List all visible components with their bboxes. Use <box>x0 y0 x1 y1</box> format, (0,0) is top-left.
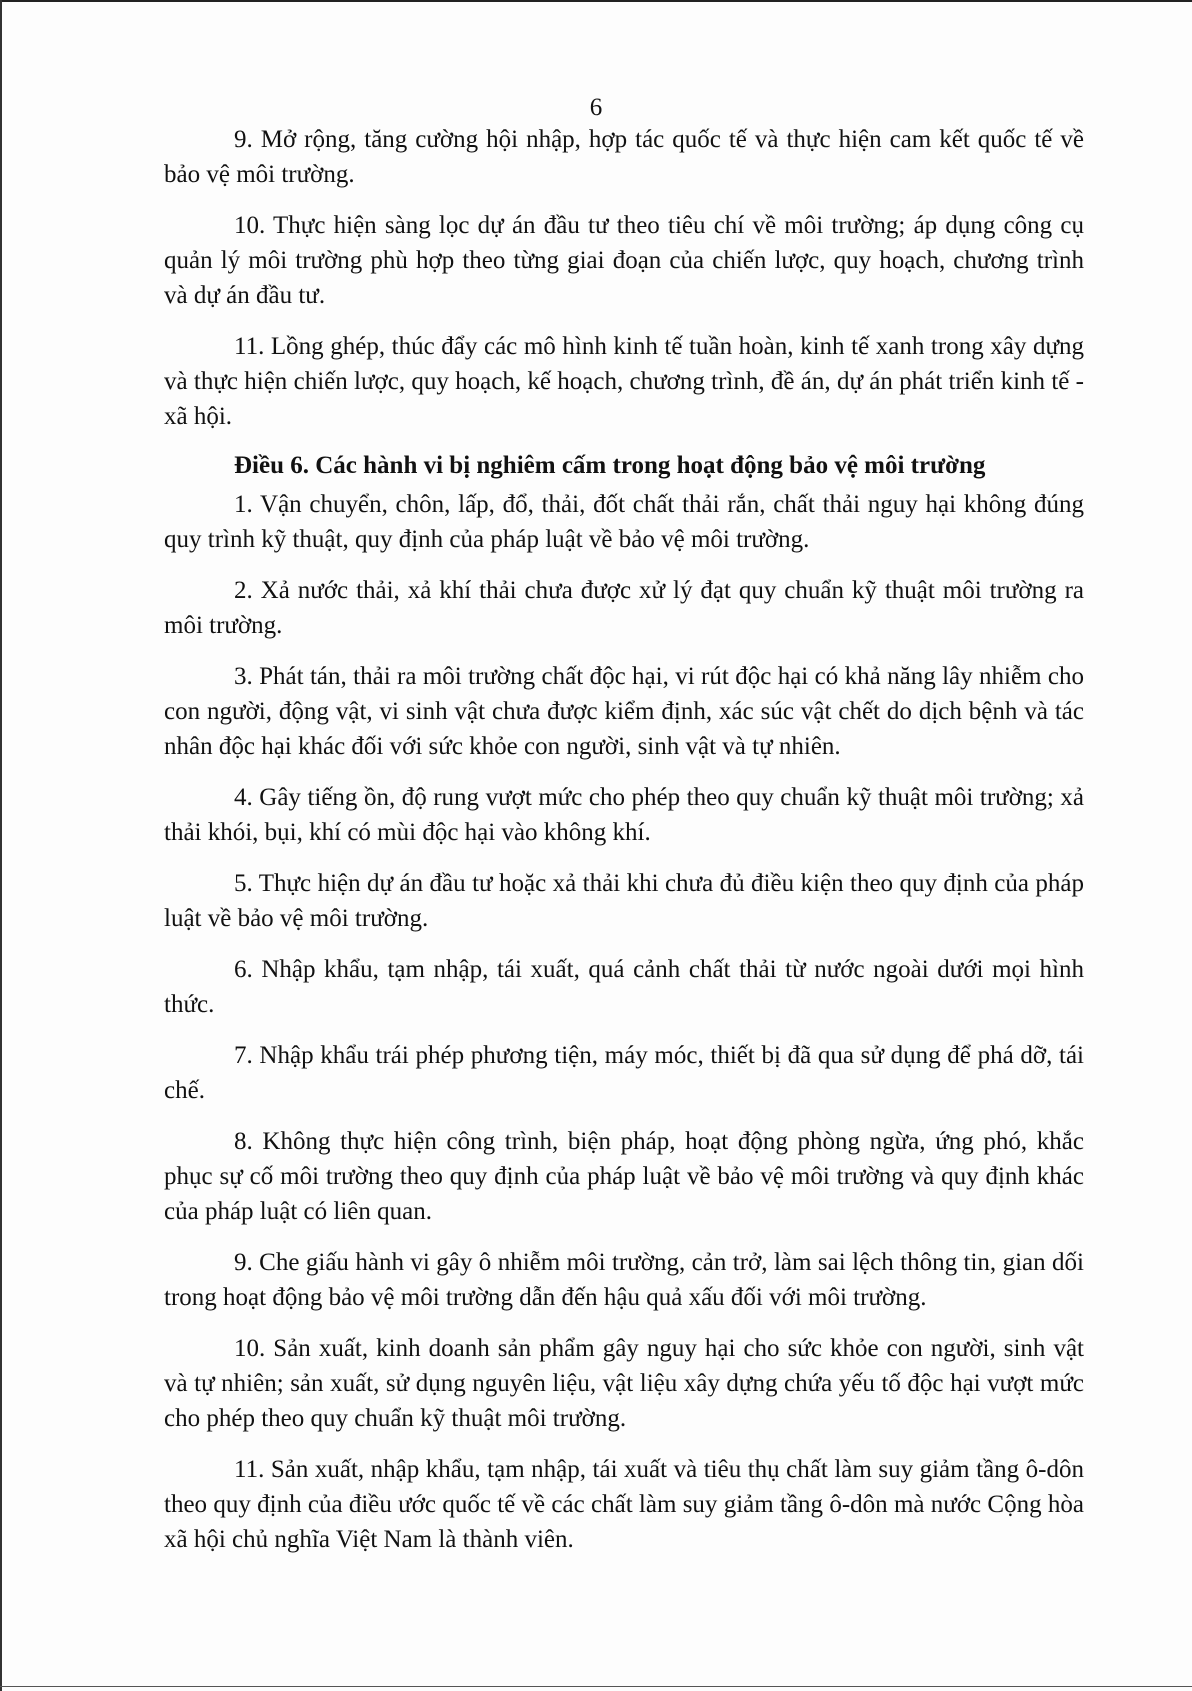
prohibited-item-10: 10. Sản xuất, kinh doanh sản phẩm gây nguy hại cho sức khỏe con người, sinh vật và tự nhiên; sản xuất, sử dụng nguyên liệu, vật liệu xây dựng chứa yếu tố độc hại vượt mức cho phép theo quy chuẩn kỹ thuật môi trường. <box>164 1335 1084 1432</box>
prohibited-item-7: 7. Nhập khẩu trái phép phương tiện, máy móc, thiết bị đã qua sử dụng để phá dỡ, tái chế. <box>164 1042 1084 1104</box>
clause-11: 11. Lồng ghép, thúc đẩy các mô hình kinh tế tuần hoàn, kinh tế xanh trong xây dựng và thực hiện chiến lược, quy hoạch, kế hoạch, chương trình, đề án, dự án phát triển kinh tế - xã hội. <box>164 333 1084 430</box>
clause-10: 10. Thực hiện sàng lọc dự án đầu tư theo tiêu chí về môi trường; áp dụng công cụ quản lý môi trường phù hợp theo từng giai đoạn của chiến lược, quy hoạch, chương trình và dự án đầu tư. <box>164 212 1084 309</box>
prohibited-item-3: 3. Phát tán, thải ra môi trường chất độc hại, vi rút độc hại có khả năng lây nhiễm cho con người, động vật, vi sinh vật chưa được kiểm định, xác súc vật chết do dịch bệnh và tác nhân độc hại khác đối với sức khỏe con người, sinh vật và tự nhiên. <box>164 663 1084 760</box>
prohibited-item-5: 5. Thực hiện dự án đầu tư hoặc xả thải khi chưa đủ điều kiện theo quy định của pháp luật về bảo vệ môi trường. <box>164 870 1084 932</box>
prohibited-item-9: 9. Che giấu hành vi gây ô nhiễm môi trường, cản trở, làm sai lệch thông tin, gian dối trong hoạt động bảo vệ môi trường dẫn đến hậu quả xấu đối với môi trường. <box>164 1249 1084 1311</box>
prohibited-item-8: 8. Không thực hiện công trình, biện pháp, hoạt động phòng ngừa, ứng phó, khắc phục sự cố môi trường theo quy định của pháp luật về bảo vệ môi trường và quy định khác của pháp luật có liên quan. <box>164 1128 1084 1225</box>
scan-border-bottom <box>0 1686 1192 1687</box>
prohibited-item-6: 6. Nhập khẩu, tạm nhập, tái xuất, quá cảnh chất thải từ nước ngoài dưới mọi hình thức. <box>164 956 1084 1018</box>
scan-border-top <box>0 0 1192 2</box>
prohibited-item-11: 11. Sản xuất, nhập khẩu, tạm nhập, tái xuất và tiêu thụ chất làm suy giảm tầng ô-dôn theo quy định của điều ước quốc tế về các chất làm suy giảm tầng ô-dôn mà nước Cộng hòa xã hội chủ nghĩa Việt Nam là thành viên. <box>164 1456 1084 1553</box>
clause-9: 9. Mở rộng, tăng cường hội nhập, hợp tác quốc tế và thực hiện cam kết quốc tế về bảo vệ môi trường. <box>164 126 1084 188</box>
prohibited-item-1: 1. Vận chuyển, chôn, lấp, đổ, thải, đốt chất thải rắn, chất thải nguy hại không đúng quy trình kỹ thuật, quy định của pháp luật về bảo vệ môi trường. <box>164 491 1084 553</box>
document-body <box>164 122 1084 1573</box>
scan-border-left <box>0 0 2 1691</box>
prohibited-item-4: 4. Gây tiếng ồn, độ rung vượt mức cho phép theo quy chuẩn kỹ thuật môi trường; xả thải khói, bụi, khí có mùi độc hại vào không khí. <box>164 784 1084 846</box>
article-heading: Điều 6. Các hành vi bị nghiêm cấm trong hoạt động bảo vệ môi trường <box>234 452 986 479</box>
prohibited-item-2: 2. Xả nước thải, xả khí thải chưa được xử lý đạt quy chuẩn kỹ thuật môi trường ra môi trường. <box>164 577 1084 639</box>
page-number: 6 <box>589 94 603 121</box>
